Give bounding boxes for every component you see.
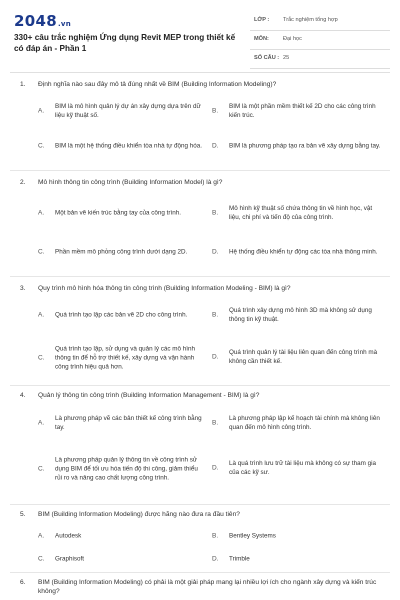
question-text: 5. BIM (Building Information Modeling) được hãng nào đưa ra đầu tiên? bbox=[20, 511, 240, 518]
option-b[interactable] bbox=[212, 304, 387, 326]
option-a[interactable] bbox=[38, 411, 208, 435]
option-a[interactable] bbox=[38, 198, 208, 228]
option-letter: B. bbox=[212, 532, 219, 540]
option-c[interactable] bbox=[38, 241, 208, 263]
option-letter: C. bbox=[38, 354, 45, 362]
option-text: Phần mềm mô phỏng công trình dưới dạng 2D. bbox=[55, 248, 188, 256]
meta-key: LỚP : bbox=[254, 17, 270, 23]
option-c[interactable] bbox=[38, 338, 208, 378]
option-text: BIM là một hệ thống điều khiển tòa nhà tự động hóa. bbox=[55, 142, 203, 150]
option-b[interactable] bbox=[212, 198, 387, 228]
option-letter: A. bbox=[38, 209, 45, 217]
question-number: 3. bbox=[20, 285, 26, 292]
option-letter: B. bbox=[212, 419, 219, 427]
meta-row-class bbox=[250, 12, 390, 31]
option-c[interactable] bbox=[38, 445, 208, 493]
question-1 bbox=[0, 80, 400, 170]
option-letter: A. bbox=[38, 107, 45, 115]
option-b[interactable] bbox=[212, 411, 387, 435]
question-5 bbox=[0, 510, 400, 570]
meta-key: SỐ CÂU : bbox=[254, 55, 280, 61]
option-d[interactable] bbox=[212, 344, 387, 370]
option-letter: C. bbox=[38, 248, 45, 256]
option-text: Là phương pháp lập kế hoạch tài chính mà không liên quan đến mô hình công trình. bbox=[229, 415, 380, 431]
question-6 bbox=[0, 578, 400, 600]
question-text: 4. Quản lý thông tin công trình (Building Information Management - BIM) là gì? bbox=[20, 392, 260, 399]
option-text: Graphisoft bbox=[55, 555, 85, 563]
option-c[interactable] bbox=[38, 553, 208, 565]
question-separator bbox=[10, 170, 390, 171]
question-text: 6. BIM (Building Information Modeling) có phải là một giải pháp mang lại nhiều lợi ích cho ngành xây dựng và kiến trúc không? bbox=[20, 579, 377, 595]
document-title: 330+ câu trắc nghiệm Ứng dụng Revit MEP trong thiết kế có đáp án - Phần 1 bbox=[14, 33, 236, 53]
meta-row-count bbox=[250, 50, 390, 69]
option-letter: D. bbox=[212, 464, 219, 472]
header-divider bbox=[10, 72, 390, 73]
option-text: Quá trình xây dựng mô hình 3D mà không sử dụng thông tin kỹ thuật. bbox=[229, 307, 372, 323]
question-separator bbox=[10, 572, 390, 573]
option-text: BIM là một phần mềm thiết kế 2D cho các công trình kiến trúc. bbox=[229, 103, 376, 119]
option-text: Là quá trình lưu trữ tài liệu mà không có sự tham gia của các kỹ sư. bbox=[229, 460, 377, 476]
option-text: Là phương pháp quản lý thông tin về công trình sử dụng BIM để tối ưu hóa tiến độ thi công, giảm thiểu rủi ro và nâng cao chất lượng công trình. bbox=[55, 456, 198, 482]
question-number: 5. bbox=[20, 511, 26, 518]
option-letter: B. bbox=[212, 107, 219, 115]
option-text: Một bản vẽ kiến trúc bằng tay của công trình. bbox=[55, 209, 182, 217]
option-letter: C. bbox=[38, 142, 45, 150]
logo-text: 2048 bbox=[14, 12, 57, 30]
question-separator bbox=[10, 385, 390, 386]
question-text: 2. Mô hình thông tin công trình (Building Information Model) là gì? bbox=[20, 179, 223, 186]
option-d[interactable] bbox=[212, 135, 387, 157]
question-number: 4. bbox=[20, 392, 26, 399]
option-text: Autodesk bbox=[55, 532, 82, 540]
question-number: 1. bbox=[20, 81, 26, 88]
option-letter: D. bbox=[212, 353, 219, 361]
option-c[interactable] bbox=[38, 135, 208, 157]
option-letter: D. bbox=[212, 248, 219, 256]
option-letter: A. bbox=[38, 532, 45, 540]
meta-value: Đại học bbox=[283, 36, 302, 42]
option-a[interactable] bbox=[38, 100, 208, 122]
question-separator bbox=[10, 276, 390, 277]
document-meta-table bbox=[250, 12, 390, 69]
option-d[interactable] bbox=[212, 553, 387, 565]
option-a[interactable] bbox=[38, 530, 208, 542]
meta-value: 25 bbox=[283, 55, 290, 61]
option-text: Quá trình quản lý tài liệu liên quan đến công trình mà không cần thiết kế. bbox=[229, 349, 378, 365]
option-letter: C. bbox=[38, 465, 45, 473]
option-text: Trimble bbox=[229, 555, 250, 563]
option-text: Quá trình tạo lập các bản vẽ 2D cho công trình. bbox=[55, 311, 188, 319]
meta-value: Trắc nghiệm tổng hợp bbox=[283, 17, 338, 23]
option-text: Bentley Systems bbox=[229, 532, 276, 540]
option-letter: A. bbox=[38, 419, 45, 427]
option-b[interactable] bbox=[212, 530, 387, 542]
option-letter: C. bbox=[38, 555, 45, 563]
meta-key: MÔN: bbox=[254, 36, 269, 42]
meta-row-subject bbox=[250, 31, 390, 50]
question-3 bbox=[0, 284, 400, 384]
question-text: 3. Quy trình mô hình hóa thông tin công trình (Building Information Modeling - BIM) là gì? bbox=[20, 285, 291, 292]
option-text: Quá trình tạo lập, sử dụng và quản lý các mô hình thông tin để hỗ trợ thiết kế, xây dựng và vận hành công trình hiệu quả hơn. bbox=[55, 345, 196, 371]
option-letter: A. bbox=[38, 311, 45, 319]
option-letter: D. bbox=[212, 142, 219, 150]
question-text: 1. Định nghĩa nào sau đây mô tả đúng nhất về BIM (Building Information Modeling)? bbox=[20, 81, 277, 88]
option-d[interactable] bbox=[212, 241, 387, 263]
question-separator bbox=[10, 504, 390, 505]
question-4 bbox=[0, 391, 400, 503]
page-header bbox=[0, 0, 400, 68]
option-d[interactable] bbox=[212, 456, 387, 480]
option-letter: D. bbox=[212, 555, 219, 563]
site-logo[interactable] bbox=[14, 12, 71, 30]
option-b[interactable] bbox=[212, 100, 387, 122]
option-text: BIM là phương pháp tạo ra bản vẽ xây dựng bằng tay. bbox=[229, 142, 381, 150]
logo-domain: .vn bbox=[57, 20, 72, 28]
option-letter: B. bbox=[212, 209, 219, 217]
option-text: Là phương pháp vẽ các bản thiết kế công trình bằng tay. bbox=[55, 415, 202, 431]
option-a[interactable] bbox=[38, 304, 208, 326]
option-letter: B. bbox=[212, 311, 219, 319]
option-text: Hệ thống điều khiển tự động các tòa nhà thông minh. bbox=[229, 248, 378, 256]
question-2 bbox=[0, 178, 400, 278]
question-number: 6. bbox=[20, 579, 26, 586]
option-text: Mô hình kỹ thuật số chứa thông tin về hình học, vật liệu, chi phí và tiến độ của công trình. bbox=[229, 205, 373, 221]
question-number: 2. bbox=[20, 179, 26, 186]
option-text: BIM là mô hình quản lý dự án xây dựng dựa trên dữ liệu kỹ thuật số. bbox=[55, 103, 201, 119]
